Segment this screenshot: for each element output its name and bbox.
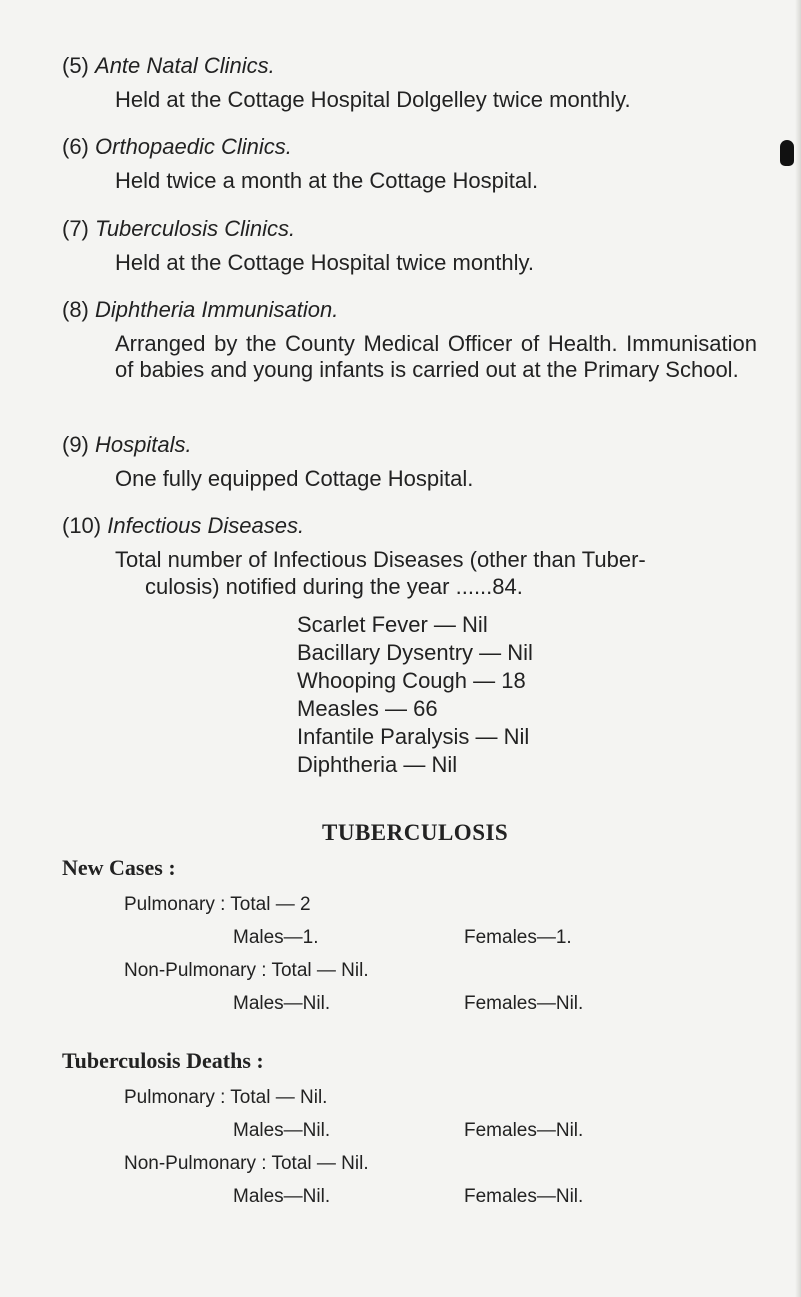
section-8-body: Arranged by the County Medical Officer of Health. Immunisation of babies and young infants is carried out at the Primary School. (115, 331, 757, 382)
ink-blot (780, 140, 794, 166)
section-number: (9) (62, 432, 89, 457)
section-number: (8) (62, 297, 89, 322)
section-6-body: Held twice a month at the Cottage Hospital. (115, 168, 539, 193)
section-number: (10) (62, 513, 102, 538)
new-non-pulmonary-females: Females—Nil. (464, 993, 584, 1014)
section-title: Ante Natal Clinics. (95, 53, 275, 78)
deaths-non-pulmonary-females: Females—Nil. (464, 1186, 584, 1207)
deaths-non-pulmonary-males: Males—Nil. (233, 1186, 331, 1207)
deaths-pulmonary-total: Pulmonary : Total — Nil. (124, 1087, 328, 1108)
disease-item: Measles — 66 (297, 696, 438, 721)
section-10-body-line2: culosis) notified during the year ......84. (145, 574, 523, 599)
section-number: (7) (62, 216, 89, 241)
new-non-pulmonary-males: Males—Nil. (233, 993, 331, 1014)
new-non-pulmonary-total: Non-Pulmonary : Total — Nil. (124, 960, 369, 981)
section-title: Diphtheria Immunisation. (95, 297, 339, 322)
deaths-pulmonary-males: Males—Nil. (233, 1120, 331, 1141)
section-6-heading (62, 134, 292, 160)
new-pulmonary-females: Females—1. (464, 927, 572, 948)
section-title: Tuberculosis Clinics. (95, 216, 296, 241)
section-10-body-line1: Total number of Infectious Diseases (other than Tuber- (115, 547, 646, 572)
section-5-heading (62, 53, 275, 79)
new-cases-label: New Cases : (62, 855, 176, 880)
deaths-label: Tuberculosis Deaths : (62, 1048, 264, 1073)
tuberculosis-heading: TUBERCULOSIS (322, 820, 509, 845)
deaths-non-pulmonary-total: Non-Pulmonary : Total — Nil. (124, 1153, 369, 1174)
disease-item: Diphtheria — Nil (297, 752, 458, 777)
section-9-heading (62, 432, 192, 458)
section-9-body: One fully equipped Cottage Hospital. (115, 466, 474, 491)
section-7-heading (62, 216, 295, 242)
section-title: Hospitals. (95, 432, 192, 457)
new-pulmonary-males: Males—1. (233, 927, 319, 948)
section-number: (5) (62, 53, 89, 78)
disease-item: Bacillary Dysentry — Nil (297, 640, 533, 665)
section-7-body: Held at the Cottage Hospital twice monthly. (115, 250, 535, 275)
section-number: (6) (62, 134, 89, 159)
disease-item: Whooping Cough — 18 (297, 668, 526, 693)
disease-item: Scarlet Fever — Nil (297, 612, 488, 637)
new-pulmonary-total: Pulmonary : Total — 2 (124, 894, 311, 915)
section-8-heading (62, 297, 338, 323)
page-edge-shadow (795, 0, 801, 1297)
section-title: Orthopaedic Clinics. (95, 134, 292, 159)
section-10-heading (62, 513, 304, 539)
disease-item: Infantile Paralysis — Nil (297, 724, 530, 749)
deaths-pulmonary-females: Females—Nil. (464, 1120, 584, 1141)
section-5-body: Held at the Cottage Hospital Dolgelley twice monthly. (115, 87, 631, 112)
section-title: Infectious Diseases. (107, 513, 305, 538)
